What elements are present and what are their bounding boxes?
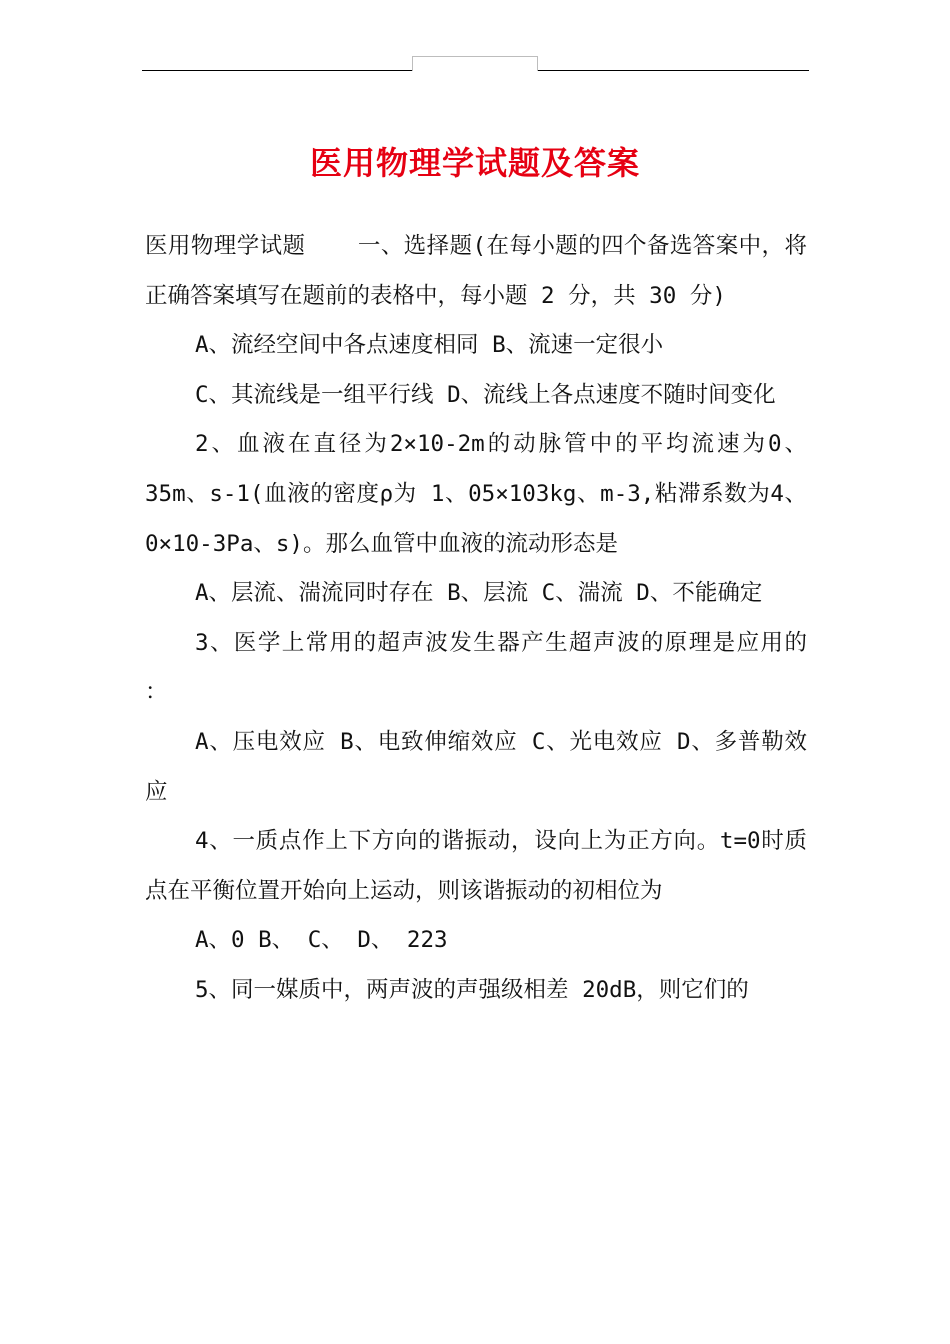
header-tab <box>412 56 538 71</box>
question-3-options: A、压电效应 B、电致伸缩效应 C、光电效应 D、多普勒效应 <box>145 728 807 805</box>
question-5: 5、同一媒质中，两声波的声强级相差 20dB，则它们的 <box>195 976 749 1003</box>
question-4-options: A、0 B、 C、 D、 223 <box>195 927 448 954</box>
question-2-options: A、层流、湍流同时存在 B、层流 C、湍流 D、不能确定 <box>195 580 763 607</box>
document-body <box>145 222 807 1016</box>
question-2: 2、血液在直径为2×10-2m的动脉管中的平均流速为0、35m、s-1(血液的密度ρ为 1、05×103kg、m-3,粘滞系数为4、0×10-3Pa、s)。那么血管中血液的流动形态是 <box>145 431 807 557</box>
paragraph-1-options-c-d: C、其流线是一组平行线 D、流线上各点速度不随时间变化 <box>195 381 776 408</box>
question-3: 3、医学上常用的超声波发生器产生超声波的原理是应用的 ： <box>145 629 807 706</box>
paragraph-1-options-a-b: A、流经空间中各点速度相同 B、流速一定很小 <box>195 332 664 359</box>
intro-label: 医用物理学试题 <box>145 233 306 259</box>
question-4: 4、一质点作上下方向的谐振动，设向上为正方向。t=0时质点在平衡位置开始向上运动，则该谐振动的初相位为 <box>145 828 807 904</box>
intro-text: 一、选择题(在每小题的四个备选答案中，将正确答案填写在题前的表格中，每小题 2 分，共 30 分) <box>145 233 807 309</box>
intro-paragraph <box>145 222 807 321</box>
document-title: 医用物理学试题及答案 <box>309 144 640 182</box>
